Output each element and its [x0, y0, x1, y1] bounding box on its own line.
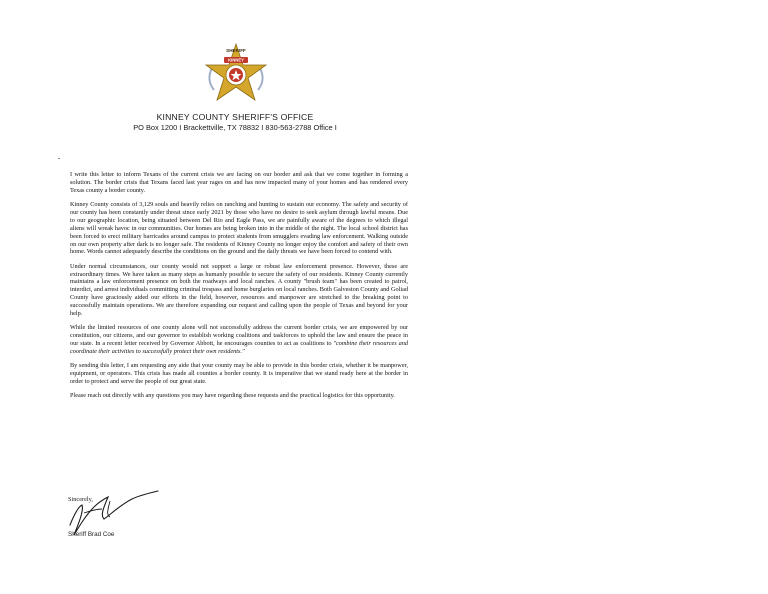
sheriff-star-seal	[200, 40, 272, 108]
closing: Sincerely,	[68, 496, 93, 503]
governor-quote: "combine their resources and coordinate their activities to successfully protect their own residents."	[70, 340, 408, 356]
seal-top-text: SHERIFF	[226, 48, 246, 53]
seal-bottom-text: KINNEY	[228, 57, 244, 63]
letter-body	[70, 171, 408, 406]
signature-block	[64, 485, 174, 545]
seal-wreath-right	[258, 68, 263, 90]
margin-mark	[58, 158, 60, 159]
paragraph: Please reach out directly with any questions you may have regarding these requests and the practical logistics for this opportunity.	[70, 392, 395, 400]
office-address: PO Box 1200 I Brackettville, TX 78832 I 830-563-2788 Office I	[133, 123, 337, 132]
letterhead	[60, 112, 410, 133]
paragraph-text: While the limited resources of one county alone will not successfully address the current border crisis, we are empowered by our constitution, our citizens, and our governor to establish working coalitions and taskforces to uphold the law and ensure the peace in our state. In a recent letter received by Governor Abbott, he encourages counties to act as coalitions to	[70, 324, 408, 348]
seal-wreath-left	[209, 68, 214, 90]
paragraph: Under normal circumstances, our county would not support a large or robust law enforcement presence. However, these are extraordinary times. We have taken as many steps as humanly possible to secure the safety of our residents. Kinney County currently maintains a law enforcement presence on both the roadways and local ranches. A county "brush team" has been created to patrol, interdict, and arrest individuals committing criminal trespass and home burglaries on local ranches. Both Galveston County and Goliad County have graciously aided our efforts in the field, however, resources and manpower are stretched to the breaking point to successfully maintain operations. We are therefore expanding our request and calling upon the people of Texas and beyond for your help.	[70, 262, 408, 318]
paragraph-with-quote	[70, 324, 408, 356]
paragraph: I write this letter to inform Texans of the current crisis we are facing on our border and ask that we come together in forming a solution. The border crisis that Texans faced last year rages on and has now impacted many of your homes and has rendered every Texas county a border county.	[70, 171, 408, 194]
signer-name: Sheriff Brad Coe	[68, 531, 115, 538]
office-name: KINNEY COUNTY SHERIFF'S OFFICE	[156, 112, 314, 122]
paragraph: By sending this letter, I am requesting any aide that your county may be able to provide in this border crisis, whether it be manpower, equipment, or operators. This crisis has made all counties a border county. It is imperative that we stand ready here at the border in order to protect and serve the people of our great state.	[70, 362, 408, 386]
paragraph: Kinney County consists of 3,129 souls and heavily relies on ranching and hunting to sustain our economy. The safety and security of our county has been constantly under threat since early 2021 by those who have no desire to seek asylum through lawful means. Due to our geographic location, being situated between Del Rio and Eagle Pass, we are painfully aware of the degrees to which illegal aliens will wreak havoc in our communities. Our homes are being broken into in the middle of the night. The local school district has been forced to erect military barricades around campus to protect students from smugglers evading law enforcement. Walking outside on our own property after dark is no longer safe. The residents of Kinney County no longer enjoy the comfort and safety of their own home. Words cannot adequately describe the conditions on the ground and the daily threats we have been forced to contend with.	[70, 201, 408, 256]
